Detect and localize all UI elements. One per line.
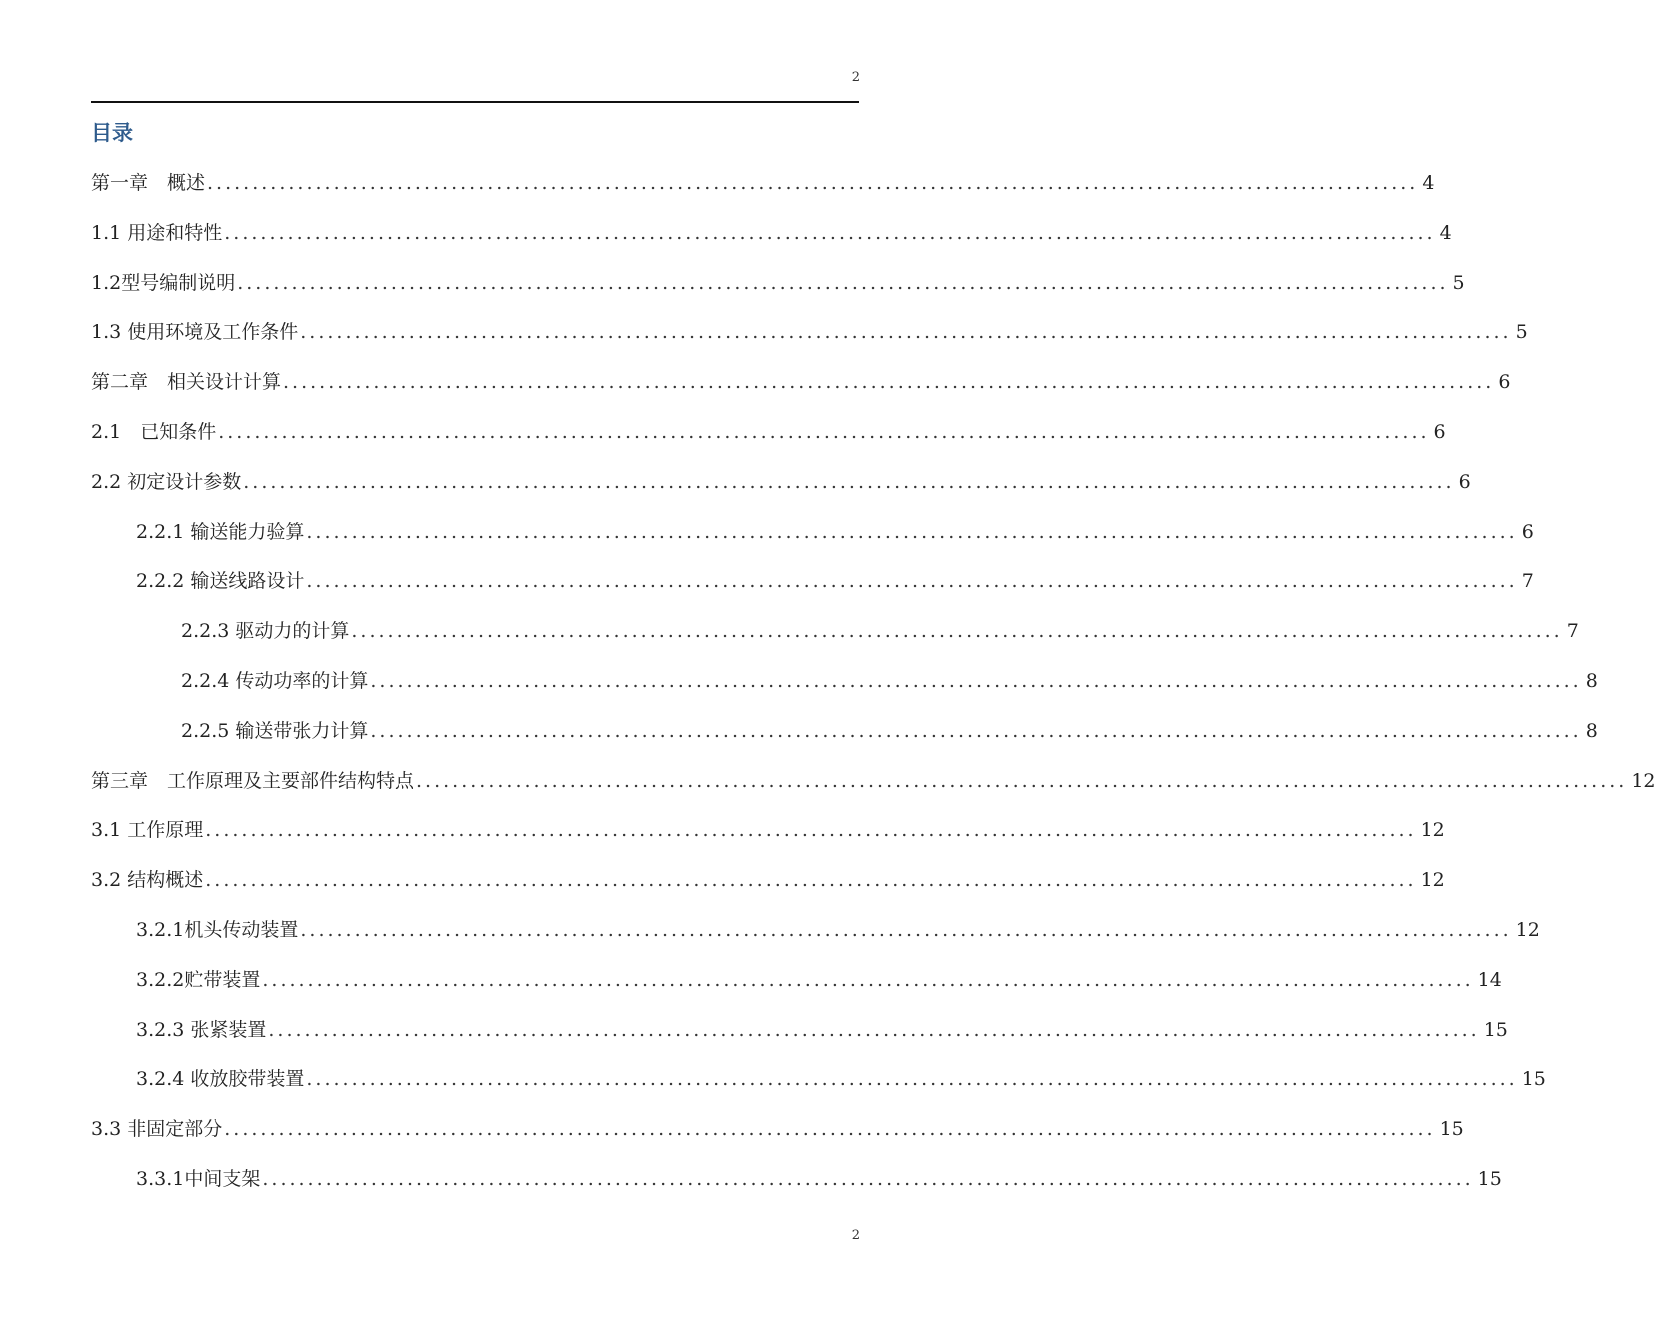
toc-entry-label: 3.3.1中间支架 xyxy=(136,1167,261,1190)
toc-entry[interactable] xyxy=(91,915,1540,965)
toc-dot-leader: ...................................................................................................................................... xyxy=(283,371,1495,394)
toc-entry-page: 6 xyxy=(1458,470,1471,493)
toc-entry[interactable] xyxy=(91,865,1445,915)
toc-dot-leader: ...................................................................................................................................... xyxy=(262,968,1474,991)
toc-entry-page: 12 xyxy=(1631,769,1656,792)
toc-entry-label: 3.2 结构概述 xyxy=(91,869,204,892)
toc-entry-label: 3.2.1机头传动装置 xyxy=(136,918,299,941)
toc-entry-page: 6 xyxy=(1521,520,1534,543)
toc-dot-leader: ...................................................................................................................................... xyxy=(243,470,1455,493)
toc-entry-page: 6 xyxy=(1433,420,1446,443)
toc-entry-label: 第三章 工作原理及主要部件结构特点 xyxy=(91,769,415,792)
toc-entry[interactable] xyxy=(91,218,1452,268)
toc-entry-page: 12 xyxy=(1420,819,1445,842)
toc-dot-leader: ...................................................................................................................................... xyxy=(306,520,1518,543)
toc-entry[interactable] xyxy=(91,517,1534,567)
toc-dot-leader: ...................................................................................................................................... xyxy=(224,1118,1436,1141)
toc-entry-label: 3.2.2贮带装置 xyxy=(136,968,261,991)
toc-list xyxy=(91,168,1656,1214)
toc-entry[interactable] xyxy=(91,1015,1508,1065)
toc-entry-page: 8 xyxy=(1585,719,1598,742)
toc-dot-leader: ...................................................................................................................................... xyxy=(300,918,1512,941)
toc-entry-page: 15 xyxy=(1483,1018,1508,1041)
toc-entry-label: 2.2.5 输送带张力计算 xyxy=(181,719,369,742)
toc-entry[interactable] xyxy=(91,467,1471,517)
toc-entry-page: 14 xyxy=(1477,968,1502,991)
toc-dot-leader: ...................................................................................................................................... xyxy=(370,669,1582,692)
toc-entry-page: 6 xyxy=(1498,371,1511,394)
toc-entry-label: 第一章 概述 xyxy=(91,172,206,194)
toc-entry-page: 8 xyxy=(1585,669,1598,692)
toc-entry-label: 1.1 用途和特性 xyxy=(91,221,223,244)
toc-entry-label: 2.1 已知条件 xyxy=(91,420,217,443)
toc-entry[interactable] xyxy=(91,566,1534,616)
toc-entry-page: 15 xyxy=(1477,1167,1502,1190)
toc-entry-page: 4 xyxy=(1422,172,1435,194)
toc-dot-leader: ...................................................................................................................................... xyxy=(306,570,1518,593)
toc-entry-label: 3.2.4 收放胶带装置 xyxy=(136,1068,305,1091)
toc-dot-leader: ...................................................................................................................................... xyxy=(207,172,1419,194)
toc-entry[interactable] xyxy=(91,1064,1546,1114)
toc-dot-leader: ...................................................................................................................................... xyxy=(237,271,1449,294)
toc-entry[interactable] xyxy=(91,965,1502,1015)
toc-dot-leader: ...................................................................................................................................... xyxy=(306,1068,1518,1091)
toc-entry-label: 2.2 初定设计参数 xyxy=(91,470,242,493)
toc-entry[interactable] xyxy=(91,766,1656,816)
toc-entry[interactable] xyxy=(91,268,1465,318)
toc-entry-page: 5 xyxy=(1515,321,1528,344)
toc-entry[interactable] xyxy=(91,168,1435,218)
toc-dot-leader: ...................................................................................................................................... xyxy=(205,869,1417,892)
toc-entry[interactable] xyxy=(91,616,1579,666)
toc-entry-page: 12 xyxy=(1420,869,1445,892)
toc-entry-page: 15 xyxy=(1439,1118,1464,1141)
toc-entry-label: 1.2型号编制说明 xyxy=(91,271,236,294)
toc-dot-leader: ...................................................................................................................................... xyxy=(300,321,1512,344)
toc-entry[interactable] xyxy=(91,1114,1464,1164)
toc-entry-label: 2.2.1 输送能力验算 xyxy=(136,520,305,543)
header-rule xyxy=(91,101,859,103)
toc-entry-label: 3.2.3 张紧装置 xyxy=(136,1018,267,1041)
toc-entry-label: 1.3 使用环境及工作条件 xyxy=(91,321,299,344)
toc-entry-label: 3.1 工作原理 xyxy=(91,819,204,842)
toc-entry[interactable] xyxy=(91,666,1598,716)
toc-entry-label: 2.2.3 驱动力的计算 xyxy=(181,620,350,643)
toc-entry[interactable] xyxy=(91,716,1598,766)
toc-entry-page: 4 xyxy=(1439,221,1452,244)
toc-entry[interactable] xyxy=(91,815,1445,865)
toc-dot-leader: ...................................................................................................................................... xyxy=(205,819,1417,842)
toc-entry-label: 2.2.2 输送线路设计 xyxy=(136,570,305,593)
toc-entry-page: 5 xyxy=(1452,271,1465,294)
toc-title: 目录 xyxy=(91,120,133,145)
toc-dot-leader: ...................................................................................................................................... xyxy=(268,1018,1480,1041)
toc-entry-label: 第二章 相关设计计算 xyxy=(91,371,282,394)
toc-dot-leader: ...................................................................................................................................... xyxy=(370,719,1582,742)
toc-entry-label: 3.3 非固定部分 xyxy=(91,1118,223,1141)
footer-page-number: 2 xyxy=(851,1228,860,1243)
toc-dot-leader: ...................................................................................................................................... xyxy=(416,769,1628,792)
toc-entry[interactable] xyxy=(91,417,1446,467)
toc-dot-leader: ...................................................................................................................................... xyxy=(218,420,1430,443)
toc-entry-page: 12 xyxy=(1515,918,1540,941)
toc-entry-page: 7 xyxy=(1521,570,1534,593)
toc-entry[interactable] xyxy=(91,317,1528,367)
toc-dot-leader: ...................................................................................................................................... xyxy=(351,620,1563,643)
toc-entry[interactable] xyxy=(91,1164,1502,1214)
toc-entry-page: 7 xyxy=(1566,620,1579,643)
toc-entry-page: 15 xyxy=(1521,1068,1546,1091)
header-page-number: 2 xyxy=(851,70,860,85)
toc-dot-leader: ...................................................................................................................................... xyxy=(262,1167,1474,1190)
toc-entry[interactable] xyxy=(91,367,1511,417)
toc-dot-leader: ...................................................................................................................................... xyxy=(224,221,1436,244)
toc-entry-label: 2.2.4 传动功率的计算 xyxy=(181,669,369,692)
